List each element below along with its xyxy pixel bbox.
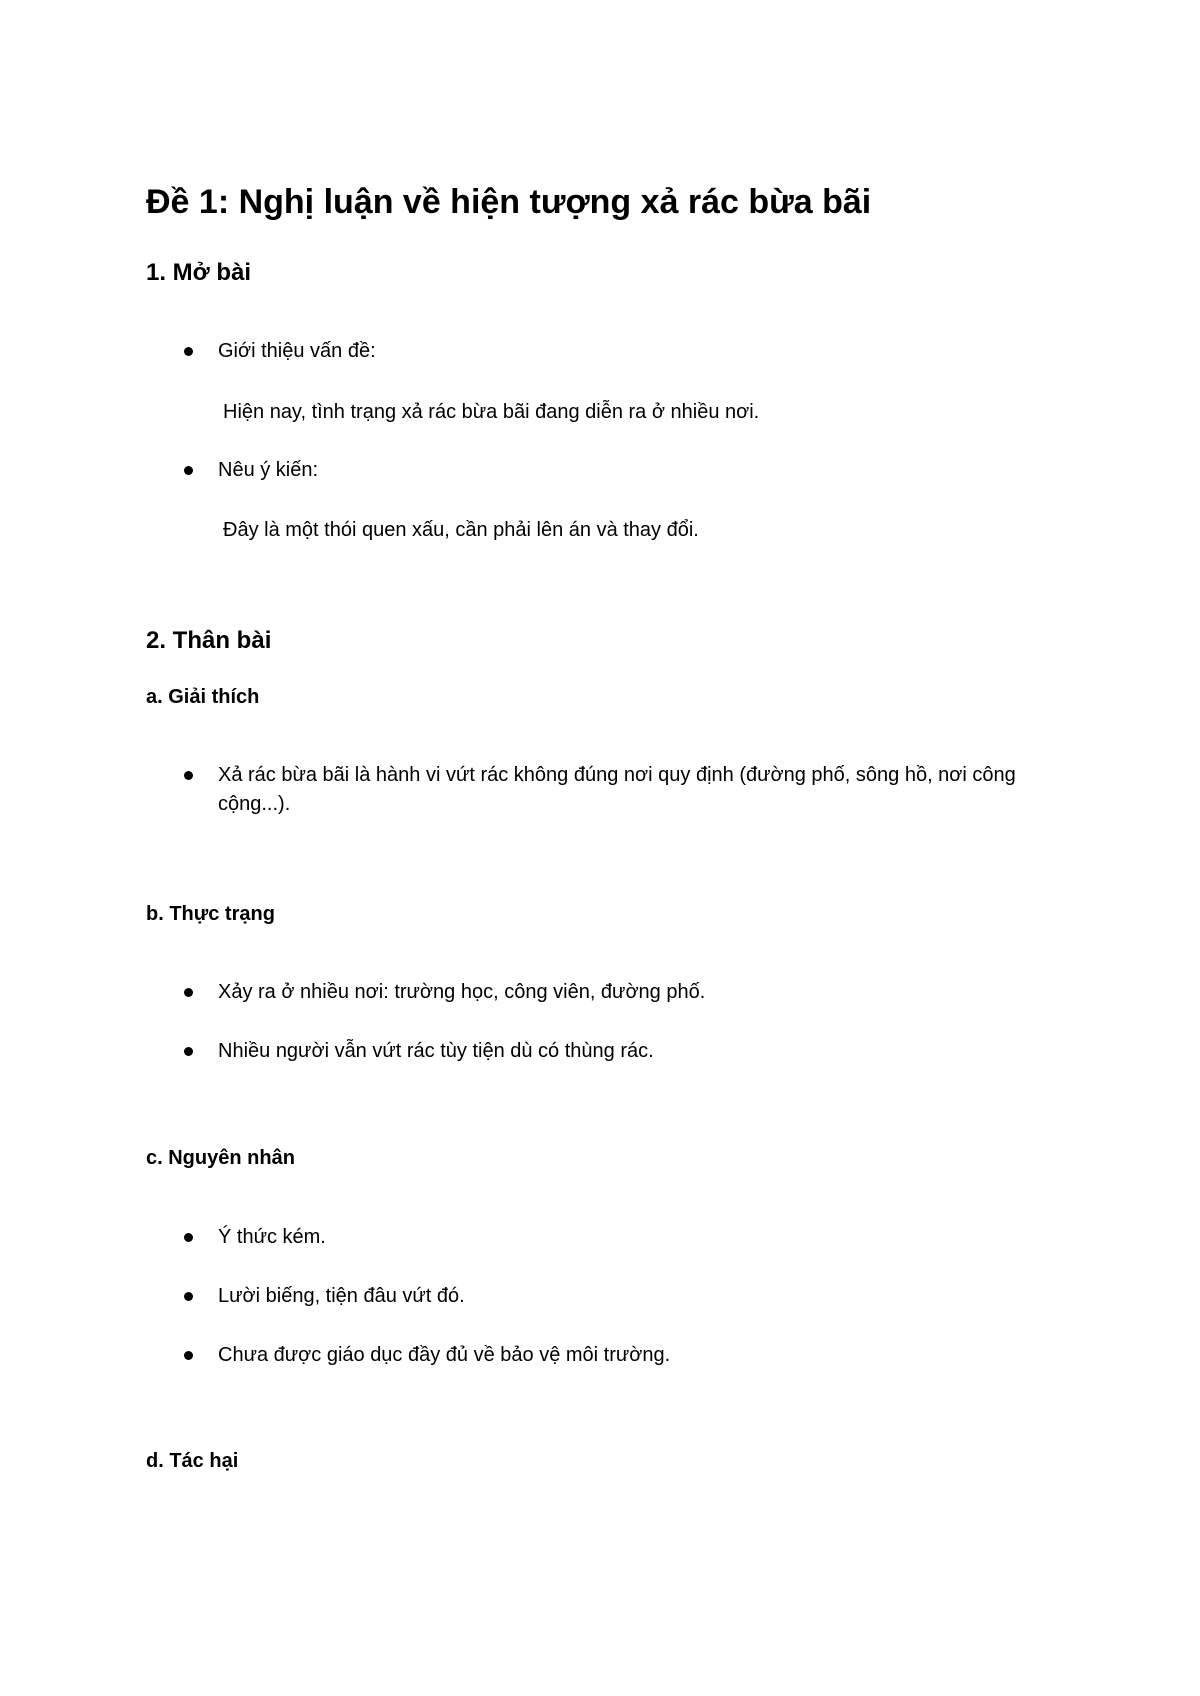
list-item-text: Lười biếng, tiện đâu vứt đó. [218,1285,465,1307]
list-item-text: Xả rác bừa bãi là hành vi vứt rác không đúng nơi quy định (đường phố, sông hồ, nơi công cộng...). [218,764,1016,815]
subsection-heading-tac-hai: d. Tác hại [146,1450,239,1472]
subsection-heading-nguyen-nhan: c. Nguyên nhân [146,1147,295,1169]
section-heading-mo-bai: 1. Mở bài [146,259,252,286]
bullet-icon [184,771,193,780]
bullet-icon [184,1292,193,1301]
bullet-icon [184,1233,193,1242]
bullet-icon [184,347,193,356]
list-item-text: Ý thức kém. [218,1226,326,1248]
paragraph: Hiện nay, tình trạng xả rác bừa bãi đang diễn ra ở nhiều nơi. [223,401,760,423]
list-item-text: Chưa được giáo dục đầy đủ về bảo vệ môi trường. [218,1344,671,1366]
paragraph: Đây là một thói quen xấu, cần phải lên án và thay đổi. [223,519,699,541]
subsection-heading-thuc-trang: b. Thực trạng [146,903,275,925]
document-title: Đề 1: Nghị luận về hiện tượng xả rác bừa bãi [146,183,872,221]
section-heading-than-bai: 2. Thân bài [146,627,272,654]
bullet-icon [184,1351,193,1360]
list-item-text: Nêu ý kiến: [218,459,319,481]
list-item-text: Giới thiệu vấn đề: [218,340,376,362]
bullet-icon [184,1047,193,1056]
list-item-text: Nhiều người vẫn vứt rác tùy tiện dù có thùng rác. [218,1040,654,1062]
bullet-icon [184,466,193,475]
list-item-text: Xảy ra ở nhiều nơi: trường học, công viên, đường phố. [218,981,706,1003]
subsection-heading-giai-thich: a. Giải thích [146,686,260,708]
bullet-icon [184,988,193,997]
